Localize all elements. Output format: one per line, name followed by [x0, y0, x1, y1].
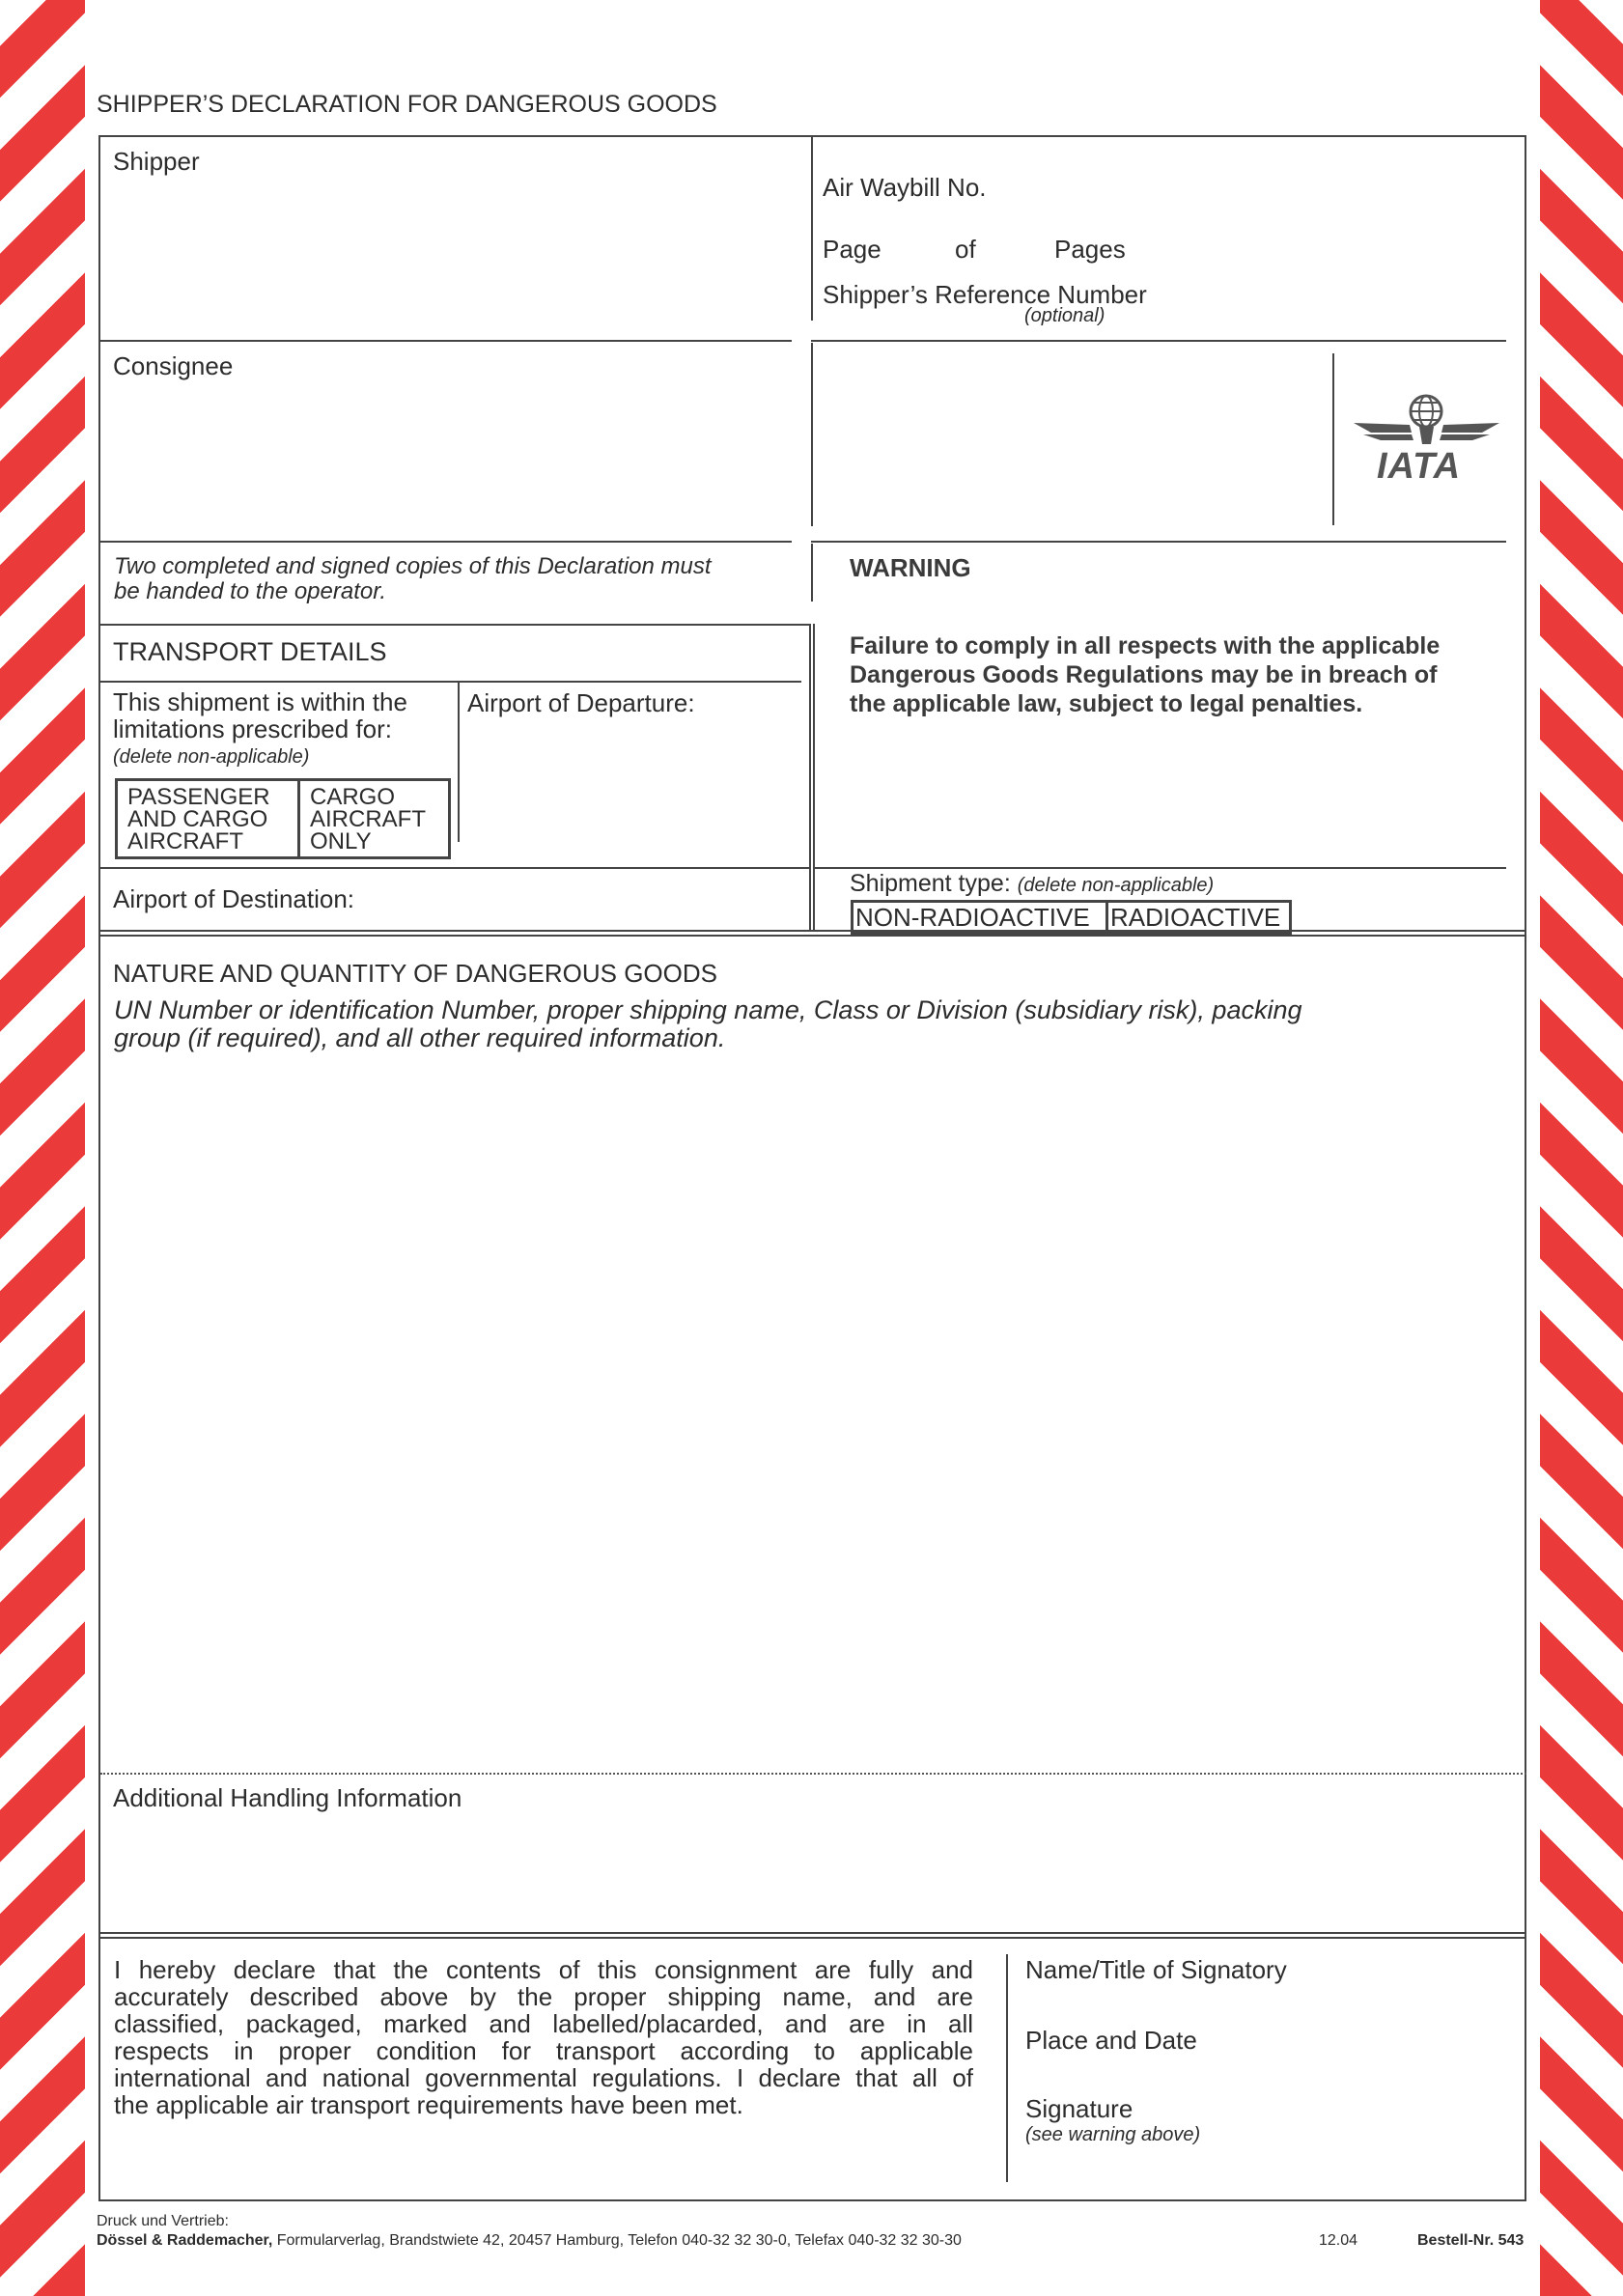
declaration-line: international and national governmental regulations. I declare that all of	[114, 2063, 973, 2092]
cargo-aircraft-only-option[interactable]	[310, 786, 426, 853]
divider	[1006, 1954, 1008, 2182]
declaration-line: classified, packaged, marked and labelled/placarded, and are in all	[114, 2009, 973, 2038]
consignee-field[interactable]	[100, 382, 809, 537]
iata-wordmark: IATA	[1377, 446, 1462, 487]
airport-of-departure-field[interactable]	[467, 722, 796, 838]
consignee-label: Consignee	[113, 351, 234, 380]
page-label: Page	[823, 235, 881, 264]
declaration-line: I hereby declare that the contents of this consignment are fully and	[114, 1955, 973, 1984]
warning-text	[850, 631, 1440, 718]
divider	[809, 624, 811, 931]
right-hazard-stripe	[1540, 0, 1623, 2296]
shipper-field[interactable]	[100, 176, 809, 338]
option-line: CARGO	[310, 784, 396, 810]
option-line: AIRCRAFT	[310, 806, 426, 832]
delete-non-applicable-note: (delete non-applicable)	[113, 746, 310, 768]
form-title: SHIPPER’S DECLARATION FOR DANGEROUS GOODS	[97, 91, 717, 118]
reference-optional-note: (optional)	[1024, 305, 1105, 326]
publisher-name: Dössel & Raddemacher,	[97, 2232, 273, 2249]
shipment-type-label	[850, 870, 1214, 898]
divider	[811, 137, 813, 321]
divider	[811, 340, 1506, 342]
divider	[98, 867, 811, 869]
left-hazard-stripe	[0, 0, 85, 2296]
divider	[98, 681, 801, 683]
non-radioactive-option[interactable]: NON-RADIOACTIVE	[855, 903, 1090, 932]
divider	[813, 867, 1506, 869]
divider	[98, 935, 1526, 937]
iata-logo	[1352, 390, 1501, 487]
description-line: UN Number or identification Number, proper shipping name, Class or Division (subsidiary risk), packing	[114, 995, 1302, 1024]
divider	[813, 624, 815, 931]
signature-label: Signature	[1025, 2094, 1133, 2123]
airport-of-destination-label: Airport of Destination:	[113, 884, 355, 913]
divider	[811, 544, 813, 602]
option-line: AND CARGO	[127, 806, 268, 832]
name-title-signatory-label: Name/Title of Signatory	[1025, 1955, 1287, 1984]
signature-note: (see warning above)	[1025, 2124, 1201, 2145]
order-number: Bestell-Nr. 543	[1417, 2232, 1525, 2249]
divider	[811, 541, 1506, 543]
passenger-cargo-option[interactable]	[127, 786, 270, 853]
place-and-date-label: Place and Date	[1025, 2026, 1197, 2055]
limitations-text	[113, 688, 407, 742]
limitations-line: limitations prescribed for:	[113, 714, 392, 744]
divider	[98, 1932, 1526, 1934]
divider	[98, 340, 792, 342]
additional-handling-label: Additional Handling Information	[113, 1783, 462, 1812]
option-line: ONLY	[310, 828, 372, 854]
publisher-line	[97, 2232, 962, 2250]
pages-label: Pages	[1054, 235, 1126, 264]
airport-of-destination-field[interactable]	[425, 879, 801, 925]
dangerous-goods-field[interactable]	[100, 1062, 1525, 1767]
radioactive-option[interactable]: RADIOACTIVE	[1110, 903, 1281, 932]
of-label: of	[955, 235, 976, 264]
copies-note-line: Two completed and signed copies of this Declaration must	[114, 553, 712, 579]
shipment-type-note: (delete non-applicable)	[1017, 875, 1215, 896]
warning-line: Failure to comply in all respects with the applicable	[850, 632, 1441, 659]
limitations-line: This shipment is within the	[113, 687, 407, 716]
nature-quantity-description	[114, 996, 1302, 1052]
signature-field[interactable]	[1025, 2149, 1508, 2192]
publisher-address: Formularverlag, Brandstwiete 42, 20457 Hamburg, Telefon 040-32 32 30-0, Telefax 040-32 32 30-30	[272, 2232, 962, 2249]
warning-heading: WARNING	[850, 553, 971, 582]
shipper-label: Shipper	[113, 147, 200, 176]
divider	[98, 1937, 1526, 1939]
additional-handling-field[interactable]	[100, 1817, 1525, 1931]
divider	[100, 1773, 1526, 1775]
shippers-reference-label: Shipper’s Reference Number	[823, 280, 1147, 309]
divider	[98, 541, 792, 543]
copies-note	[114, 554, 712, 604]
declaration-line: the applicable air transport requirements have been met.	[114, 2090, 743, 2119]
form-version: 12.04	[1319, 2232, 1358, 2249]
declaration-line: respects in proper condition for transport according to applicable	[114, 2036, 973, 2065]
option-line: AIRCRAFT	[127, 828, 243, 854]
nature-quantity-heading: NATURE AND QUANTITY OF DANGEROUS GOODS	[113, 959, 717, 988]
shipment-type-text: Shipment type:	[850, 870, 1011, 897]
option-line: PASSENGER	[127, 784, 270, 810]
divider	[98, 624, 811, 626]
airport-of-departure-label: Airport of Departure:	[467, 688, 695, 717]
air-waybill-label: Air Waybill No.	[823, 173, 987, 202]
name-title-signatory-field[interactable]	[1025, 1987, 1508, 2022]
copies-note-line: be handed to the operator.	[114, 577, 386, 604]
divider	[297, 780, 300, 857]
warning-line: Dangerous Goods Regulations may be in breach of	[850, 661, 1438, 688]
air-waybill-field[interactable]	[1004, 170, 1506, 205]
divider	[98, 930, 1526, 932]
declaration-line: accurately described above by the proper shipping name, and are	[114, 1982, 973, 2011]
printer-label: Druck und Vertrieb:	[97, 2213, 229, 2229]
declaration-text	[114, 1956, 973, 2118]
divider	[1105, 902, 1108, 933]
divider	[811, 343, 813, 526]
divider	[458, 682, 460, 842]
description-line: group (if required), and all other required information.	[114, 1023, 726, 1052]
warning-line: the applicable law, subject to legal penalties.	[850, 690, 1363, 717]
divider	[1332, 353, 1334, 525]
place-and-date-field[interactable]	[1025, 2057, 1508, 2091]
transport-details-heading: TRANSPORT DETAILS	[113, 637, 387, 666]
